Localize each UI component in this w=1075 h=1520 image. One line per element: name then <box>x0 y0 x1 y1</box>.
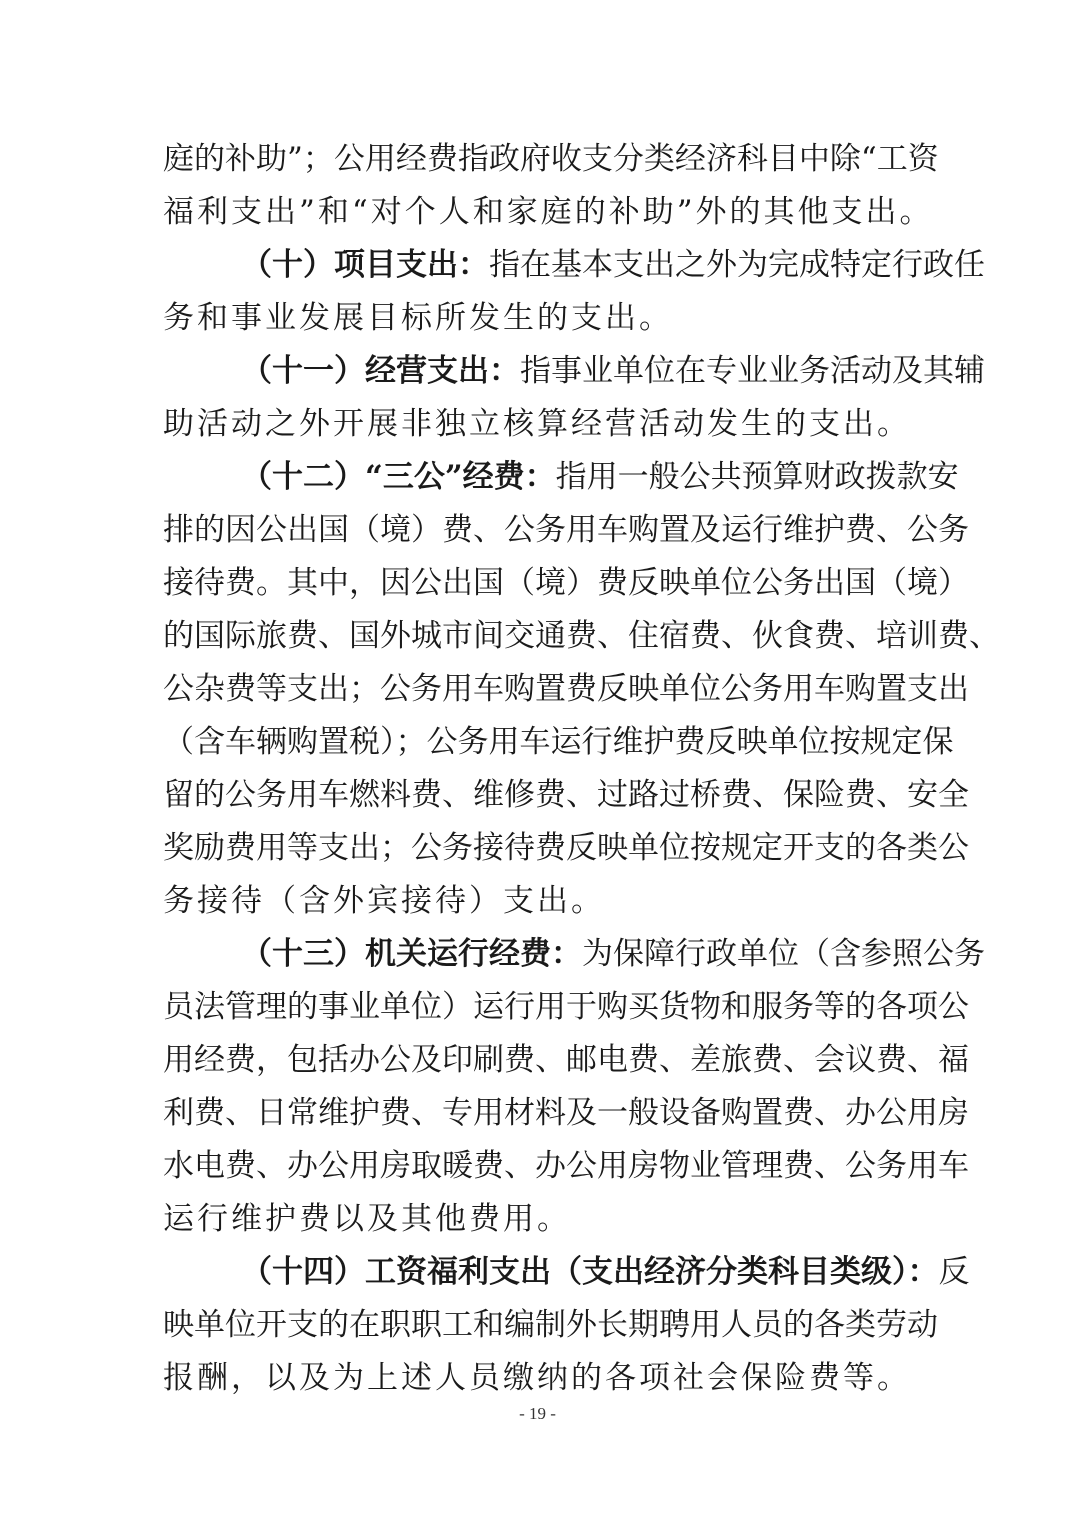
section-text: 指在基本支出之外为完成特定行政任 <box>489 247 985 283</box>
section-text: 指事业单位在专业业务活动及其辅 <box>520 353 985 389</box>
section-line: 水电费、办公用房取暖费、办公用房物业管理费、公务用车 <box>163 1148 969 1184</box>
section-heading: （十三）机关运行经费： <box>241 936 582 972</box>
section-text: 为保障行政单位（含参照公务 <box>582 936 985 972</box>
page-number: - 19 - <box>519 1404 556 1423</box>
intro-line: 福利支出”和“对个人和家庭的补助”外的其他支出。 <box>163 194 934 230</box>
section-first-line <box>163 345 985 398</box>
section-text: 指用一般公共预算财政拨款安 <box>555 459 959 495</box>
section-line: 用经费，包括办公及印刷费、邮电费、差旅费、会议费、福 <box>163 1042 969 1078</box>
section-line: （含车辆购置税）；公务用车运行维护费反映单位按规定保 <box>163 724 954 760</box>
section-line: 务接待（含外宾接待）支出。 <box>163 883 605 919</box>
section-first-line <box>163 451 959 504</box>
section-heading: （十）项目支出： <box>241 247 489 283</box>
intro-line: 庭的补助”；公用经费指政府收支分类经济科目中除“工资 <box>163 141 939 177</box>
section-line: 利费、日常维护费、专用材料及一般设备购置费、办公用房 <box>163 1095 969 1131</box>
section-line: 运行维护费以及其他费用。 <box>163 1201 571 1237</box>
section-text: 反 <box>938 1254 970 1290</box>
section-first-line <box>163 928 985 981</box>
section-line: 务和事业发展目标所发生的支出。 <box>163 300 673 336</box>
section-line: 助活动之外开展非独立核算经营活动发生的支出。 <box>163 406 911 442</box>
section-heading: （十四）工资福利支出（支出经济分类科目类级）： <box>241 1254 939 1290</box>
section-line: 公杂费等支出；公务用车购置费反映单位公务用车购置支出 <box>163 671 969 707</box>
section-first-line <box>163 239 985 292</box>
section-line: 映单位开支的在职职工和编制外长期聘用人员的各类劳动 <box>163 1307 938 1343</box>
section-heading: （十二）“三公”经费： <box>241 459 556 495</box>
section-line: 留的公务用车燃料费、维修费、过路过桥费、保险费、安全 <box>163 777 969 813</box>
section-line: 接待费。其中，因公出国（境）费反映单位公务出国（境） <box>163 565 969 601</box>
section-line: 奖励费用等支出；公务接待费反映单位按规定开支的各类公 <box>163 830 969 866</box>
section-line: 员法管理的事业单位）运行用于购买货物和服务等的各项公 <box>163 989 969 1025</box>
section-line: 报酬，以及为上述人员缴纳的各项社会保险费等。 <box>163 1360 911 1396</box>
section-line: 的国际旅费、国外城市间交通费、住宿费、伙食费、培训费、 <box>163 618 1000 654</box>
section-line: 排的因公出国（境）费、公务用车购置及运行维护费、公务 <box>163 512 969 548</box>
document-page <box>163 133 1000 1405</box>
section-first-line <box>163 1246 970 1299</box>
section-heading: （十一）经营支出： <box>241 353 520 389</box>
